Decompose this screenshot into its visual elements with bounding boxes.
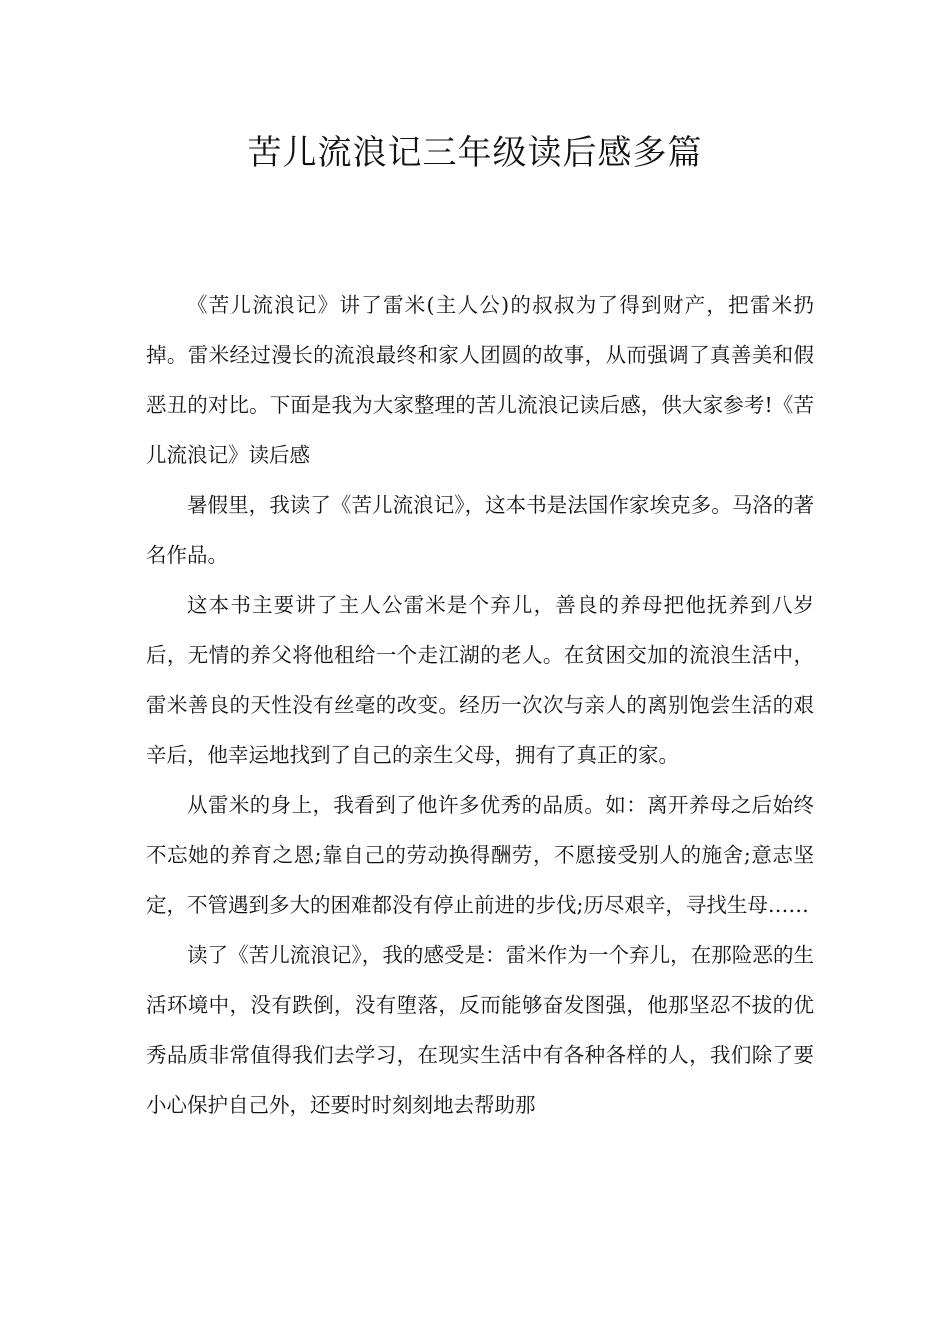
paragraph-summer-reading: 暑假里，我读了《苦儿流浪记》，这本书是法国作家埃克多。马洛的著名作品。 — [146, 493, 814, 567]
paragraph-intro: 《苦儿流浪记》讲了雷米(主人公)的叔叔为了得到财产，把雷米扔掉。雷米经过漫长的流浪最终和家人团圆的故事，从而强调了真善美和假恶丑的对比。下面是我为大家整理的苦儿流浪记读后感，供大家参考!《苦儿流浪记》读后感 — [146, 293, 814, 467]
document-title: 苦儿流浪记三年级读后感多篇 — [247, 133, 703, 173]
paragraph-qualities: 从雷米的身上，我看到了他许多优秀的品质。如：离开养母之后始终不忘她的养育之恩;靠自己的劳动换得酬劳，不愿接受别人的施舍;意志坚定，不管遇到多大的困难都没有停止前进的步伐;历尽艰辛，寻找生母…… — [146, 793, 814, 917]
paragraph-plot-summary: 这本书主要讲了主人公雷米是个弃儿，善良的养母把他抚养到八岁后，无情的养父将他租给一个走江湖的老人。在贫困交加的流浪生活中，雷米善良的天性没有丝毫的改变。经历一次次与亲人的离别饱尝生活的艰辛后，他幸运地找到了自己的亲生父母，拥有了真正的家。 — [146, 593, 814, 767]
document-body — [146, 280, 814, 1130]
paragraph-reflection: 读了《苦儿流浪记》，我的感受是：雷米作为一个弃儿，在那险恶的生活环境中，没有跌倒，没有堕落，反而能够奋发图强，他那坚忍不拔的优秀品质非常值得我们去学习，在现实生活中有各种各样的人，我们除了要小心保护自己外，还要时时刻刻地去帮助那 — [146, 943, 814, 1117]
